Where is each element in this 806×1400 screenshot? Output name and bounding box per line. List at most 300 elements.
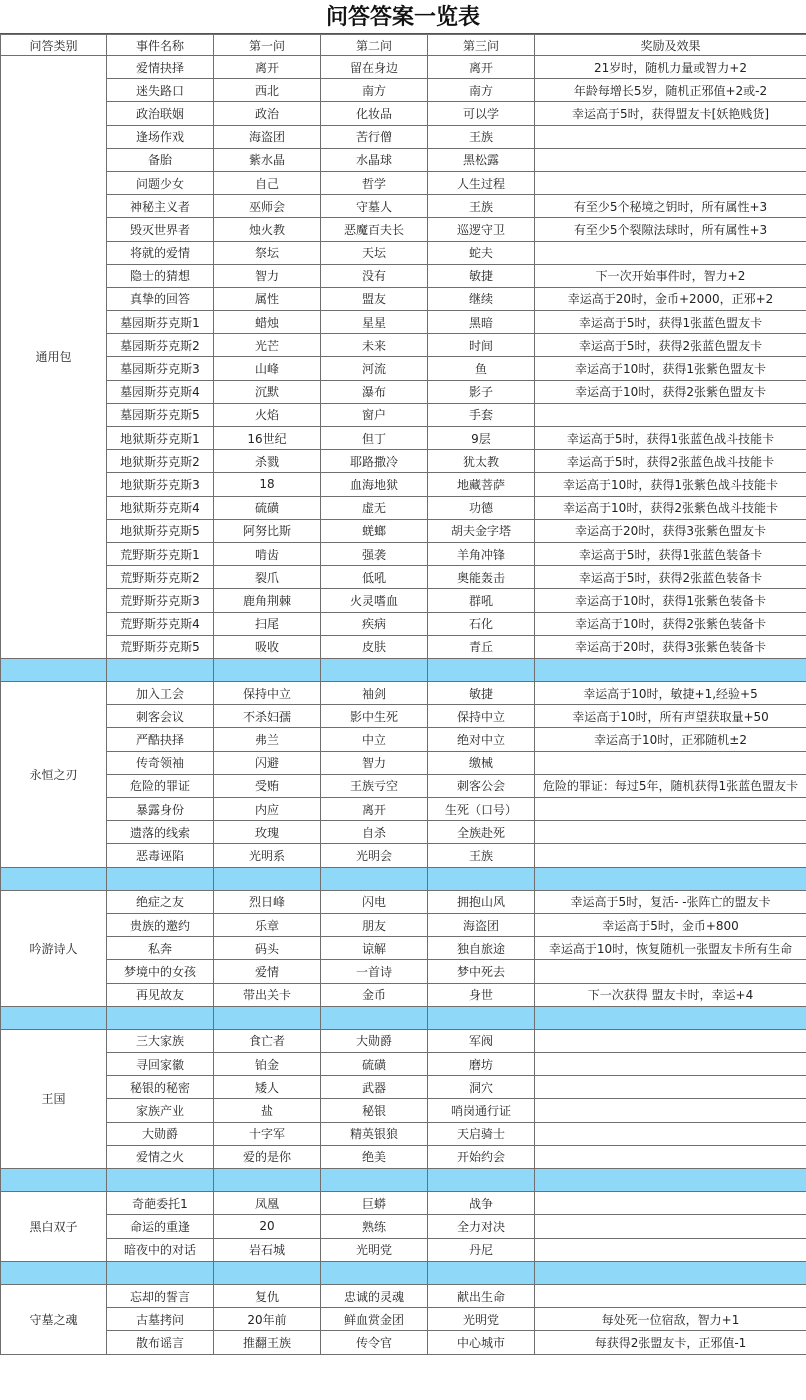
reward-cell: 幸运高于5时，获得盟友卡[妖艳贱货] [535, 102, 806, 125]
reward-cell: 幸运高于10时，获得1张紫色战斗技能卡 [535, 473, 806, 496]
group-separator-row [1, 1169, 806, 1192]
answer-1-cell: 啃齿 [214, 542, 321, 565]
separator-cell [321, 658, 428, 681]
reward-cell: 幸运高于20时，金币+2000，正邪+2 [535, 287, 806, 310]
table-row [1, 427, 806, 450]
event-name-cell: 私奔 [107, 937, 214, 960]
answer-1-cell: 火焰 [214, 403, 321, 426]
answer-3-cell: 地藏菩萨 [428, 473, 535, 496]
answer-1-cell: 不杀妇孺 [214, 705, 321, 728]
answer-2-cell: 但丁 [321, 427, 428, 450]
reward-cell: 幸运高于10时，获得1张紫色装备卡 [535, 589, 806, 612]
reward-cell: 每获得2张盟友卡，正邪值-1 [535, 1331, 806, 1354]
separator-cell [107, 1169, 214, 1192]
answer-1-cell: 鹿角荆棘 [214, 589, 321, 612]
event-name-cell: 贵族的邀约 [107, 913, 214, 936]
reward-cell: 幸运高于10时，正邪随机±2 [535, 728, 806, 751]
reward-cell [535, 1099, 806, 1122]
event-name-cell: 爱情抉择 [107, 56, 214, 79]
answer-1-cell: 光芒 [214, 334, 321, 357]
event-name-cell: 地狱斯芬克斯2 [107, 450, 214, 473]
table-row [1, 937, 806, 960]
answer-2-cell: 自杀 [321, 821, 428, 844]
table-row [1, 357, 806, 380]
table-row [1, 1099, 806, 1122]
answer-3-cell: 保持中立 [428, 705, 535, 728]
answer-3-cell: 海盗团 [428, 913, 535, 936]
reward-cell [535, 403, 806, 426]
separator-cell [1, 1261, 107, 1284]
table-row [1, 1122, 806, 1145]
separator-cell [535, 1169, 806, 1192]
answer-3-cell: 军阀 [428, 1029, 535, 1052]
reward-cell: 下一次获得 盟友卡时，幸运+4 [535, 983, 806, 1006]
answer-2-cell: 光明会 [321, 844, 428, 867]
answer-1-cell: 内应 [214, 798, 321, 821]
table-row [1, 1053, 806, 1076]
answer-3-cell: 王族 [428, 195, 535, 218]
event-name-cell: 迷失路口 [107, 79, 214, 102]
answer-1-cell: 推翻王族 [214, 1331, 321, 1354]
reward-cell: 幸运高于10时，恢复随机一张盟友卡所有生命 [535, 937, 806, 960]
event-name-cell: 地狱斯芬克斯4 [107, 496, 214, 519]
event-name-cell: 神秘主义者 [107, 195, 214, 218]
event-name-cell: 将就的爱情 [107, 241, 214, 264]
table-row [1, 79, 806, 102]
answer-2-cell: 光明党 [321, 1238, 428, 1261]
table-row [1, 682, 806, 705]
answer-2-cell: 南方 [321, 79, 428, 102]
event-name-cell: 奇葩委托1 [107, 1192, 214, 1215]
answer-1-cell: 爱的是你 [214, 1145, 321, 1168]
reward-cell [535, 1215, 806, 1238]
separator-cell [535, 658, 806, 681]
separator-cell [214, 867, 321, 890]
answer-3-cell: 全力对决 [428, 1215, 535, 1238]
answer-2-cell: 精英银狼 [321, 1122, 428, 1145]
answer-2-cell: 苦行僧 [321, 125, 428, 148]
table-row [1, 774, 806, 797]
answer-2-cell: 巨蟒 [321, 1192, 428, 1215]
event-name-cell: 暗夜中的对话 [107, 1238, 214, 1261]
answer-1-cell: 烈日峰 [214, 890, 321, 913]
column-header: 事件名称 [107, 35, 214, 56]
answer-3-cell: 蛇夫 [428, 241, 535, 264]
reward-cell [535, 1192, 806, 1215]
answer-1-cell: 食亡者 [214, 1029, 321, 1052]
column-header: 第一问 [214, 35, 321, 56]
event-name-cell: 寻回家徽 [107, 1053, 214, 1076]
answer-1-cell: 硫磺 [214, 496, 321, 519]
table-row [1, 798, 806, 821]
event-name-cell: 危险的罪证 [107, 774, 214, 797]
separator-cell [535, 867, 806, 890]
table-row [1, 566, 806, 589]
answer-3-cell: 丹尼 [428, 1238, 535, 1261]
reward-cell: 幸运高于5时，复活- -张阵亡的盟友卡 [535, 890, 806, 913]
table-row [1, 1029, 806, 1052]
event-name-cell: 地狱斯芬克斯1 [107, 427, 214, 450]
answer-1-cell: 复仇 [214, 1284, 321, 1307]
reward-cell [535, 241, 806, 264]
header-row [1, 35, 806, 56]
separator-cell [214, 1261, 321, 1284]
event-name-cell: 逢场作戏 [107, 125, 214, 148]
answer-1-cell: 烛火教 [214, 218, 321, 241]
answer-2-cell: 传令官 [321, 1331, 428, 1354]
group-separator-row [1, 658, 806, 681]
column-header: 问答类别 [1, 35, 107, 56]
table-row [1, 241, 806, 264]
reward-cell: 有至少5个秘境之钥时，所有属性+3 [535, 195, 806, 218]
separator-cell [107, 1006, 214, 1029]
category-cell: 王国 [1, 1029, 107, 1168]
reward-cell [535, 171, 806, 194]
table-row [1, 960, 806, 983]
event-name-cell: 散布谣言 [107, 1331, 214, 1354]
answer-2-cell: 虚无 [321, 496, 428, 519]
table-row [1, 519, 806, 542]
answer-1-cell: 属性 [214, 287, 321, 310]
separator-cell [321, 1261, 428, 1284]
table-row [1, 334, 806, 357]
table-row [1, 450, 806, 473]
event-name-cell: 秘银的秘密 [107, 1076, 214, 1099]
answer-2-cell: 离开 [321, 798, 428, 821]
answer-1-cell: 保持中立 [214, 682, 321, 705]
answer-1-cell: 爱情 [214, 960, 321, 983]
reward-cell: 幸运高于10时，获得2张紫色盟友卡 [535, 380, 806, 403]
answer-3-cell: 胡夫金字塔 [428, 519, 535, 542]
reward-cell: 21岁时，随机力量或智力+2 [535, 56, 806, 79]
reward-cell [535, 1122, 806, 1145]
answer-1-cell: 西北 [214, 79, 321, 102]
event-name-cell: 问题少女 [107, 171, 214, 194]
table-row [1, 913, 806, 936]
separator-cell [107, 658, 214, 681]
table-row [1, 1192, 806, 1215]
answer-2-cell: 蜣螂 [321, 519, 428, 542]
separator-cell [428, 1261, 535, 1284]
separator-cell [321, 1169, 428, 1192]
reward-cell: 危险的罪证：每过5年，随机获得1张蓝色盟友卡 [535, 774, 806, 797]
answer-3-cell: 敏捷 [428, 682, 535, 705]
answer-3-cell: 影子 [428, 380, 535, 403]
page-title: 问答答案一览表 [0, 0, 806, 34]
table-row [1, 542, 806, 565]
answer-1-cell: 铂金 [214, 1053, 321, 1076]
event-name-cell: 荒野斯芬克斯2 [107, 566, 214, 589]
answer-3-cell: 功德 [428, 496, 535, 519]
category-cell: 永恒之刃 [1, 682, 107, 868]
answer-1-cell: 紫水晶 [214, 148, 321, 171]
answer-2-cell: 强袭 [321, 542, 428, 565]
answer-3-cell: 开始约会 [428, 1145, 535, 1168]
table-row [1, 844, 806, 867]
answer-2-cell: 天坛 [321, 241, 428, 264]
reward-cell [535, 960, 806, 983]
event-name-cell: 大勋爵 [107, 1122, 214, 1145]
reward-cell [535, 148, 806, 171]
category-cell: 黑白双子 [1, 1192, 107, 1262]
answer-3-cell: 人生过程 [428, 171, 535, 194]
answer-2-cell: 影中生死 [321, 705, 428, 728]
table-row [1, 403, 806, 426]
table-row [1, 612, 806, 635]
category-cell: 通用包 [1, 56, 107, 659]
event-name-cell: 备胎 [107, 148, 214, 171]
table-row [1, 195, 806, 218]
answer-3-cell: 鱼 [428, 357, 535, 380]
table-row [1, 1076, 806, 1099]
reward-cell: 幸运高于5时，获得1张蓝色装备卡 [535, 542, 806, 565]
answer-1-cell: 蜡烛 [214, 311, 321, 334]
answer-2-cell: 绝美 [321, 1145, 428, 1168]
table-row [1, 311, 806, 334]
answer-3-cell: 全族赴死 [428, 821, 535, 844]
event-name-cell: 恶毒诬陷 [107, 844, 214, 867]
answer-2-cell: 鲜血赏金团 [321, 1308, 428, 1331]
answer-2-cell: 皮肤 [321, 635, 428, 658]
reward-cell: 幸运高于5时，获得2张蓝色盟友卡 [535, 334, 806, 357]
separator-cell [1, 658, 107, 681]
column-header: 第三问 [428, 35, 535, 56]
answer-1-cell: 祭坛 [214, 241, 321, 264]
reward-cell: 有至少5个裂隙法球时，所有属性+3 [535, 218, 806, 241]
table-row [1, 589, 806, 612]
answer-2-cell: 低吼 [321, 566, 428, 589]
answer-1-cell: 离开 [214, 56, 321, 79]
answer-2-cell: 大勋爵 [321, 1029, 428, 1052]
answer-3-cell: 巡逻守卫 [428, 218, 535, 241]
answer-2-cell: 熟练 [321, 1215, 428, 1238]
answer-2-cell: 没有 [321, 264, 428, 287]
answer-3-cell: 战争 [428, 1192, 535, 1215]
table-row [1, 705, 806, 728]
reward-cell [535, 821, 806, 844]
answer-2-cell: 朋友 [321, 913, 428, 936]
answer-2-cell: 哲学 [321, 171, 428, 194]
event-name-cell: 传奇领袖 [107, 751, 214, 774]
table-row [1, 1238, 806, 1261]
answer-3-cell: 犹太教 [428, 450, 535, 473]
answer-2-cell: 秘银 [321, 1099, 428, 1122]
answer-1-cell: 闪避 [214, 751, 321, 774]
answer-3-cell: 身世 [428, 983, 535, 1006]
answer-3-cell: 王族 [428, 125, 535, 148]
answer-3-cell: 哨岗通行证 [428, 1099, 535, 1122]
answer-3-cell: 黑松露 [428, 148, 535, 171]
answer-1-cell: 巫师会 [214, 195, 321, 218]
event-name-cell: 荒野斯芬克斯1 [107, 542, 214, 565]
table-row [1, 821, 806, 844]
answer-2-cell: 袖剑 [321, 682, 428, 705]
answer-3-cell: 继续 [428, 287, 535, 310]
answer-2-cell: 盟友 [321, 287, 428, 310]
answer-2-cell: 闪电 [321, 890, 428, 913]
reward-cell [535, 1145, 806, 1168]
answer-2-cell: 未来 [321, 334, 428, 357]
reward-cell [535, 1284, 806, 1307]
table-row [1, 287, 806, 310]
separator-cell [321, 1006, 428, 1029]
event-name-cell: 荒野斯芬克斯4 [107, 612, 214, 635]
answer-2-cell: 硫磺 [321, 1053, 428, 1076]
answer-1-cell: 乐章 [214, 913, 321, 936]
answer-2-cell: 智力 [321, 751, 428, 774]
event-name-cell: 刺客会议 [107, 705, 214, 728]
answer-1-cell: 扫尾 [214, 612, 321, 635]
answer-2-cell: 王族亏空 [321, 774, 428, 797]
answer-3-cell: 献出生命 [428, 1284, 535, 1307]
event-name-cell: 政治联姻 [107, 102, 214, 125]
answer-3-cell: 洞穴 [428, 1076, 535, 1099]
answer-3-cell: 生死（口号） [428, 798, 535, 821]
table-row [1, 1284, 806, 1307]
answer-3-cell: 刺客公会 [428, 774, 535, 797]
answer-2-cell: 留在身边 [321, 56, 428, 79]
reward-cell [535, 1076, 806, 1099]
answer-2-cell: 耶路撒冷 [321, 450, 428, 473]
reward-cell: 幸运高于5时，金币+800 [535, 913, 806, 936]
answer-2-cell: 恶魔百夫长 [321, 218, 428, 241]
reward-cell: 幸运高于5时，获得1张蓝色盟友卡 [535, 311, 806, 334]
separator-cell [1, 1169, 107, 1192]
answer-2-cell: 窗户 [321, 403, 428, 426]
answer-1-cell: 受贿 [214, 774, 321, 797]
table-row [1, 148, 806, 171]
separator-cell [214, 658, 321, 681]
answer-3-cell: 拥抱山风 [428, 890, 535, 913]
answer-2-cell: 瀑布 [321, 380, 428, 403]
answer-3-cell: 独自旅途 [428, 937, 535, 960]
answer-3-cell: 绝对中立 [428, 728, 535, 751]
table-row [1, 473, 806, 496]
table-row [1, 728, 806, 751]
table-row [1, 171, 806, 194]
answer-2-cell: 水晶球 [321, 148, 428, 171]
answer-2-cell: 忠诚的灵魂 [321, 1284, 428, 1307]
answer-1-cell: 智力 [214, 264, 321, 287]
event-name-cell: 毁灭世界者 [107, 218, 214, 241]
reward-cell: 幸运高于5时，获得2张蓝色装备卡 [535, 566, 806, 589]
event-name-cell: 古墓拷问 [107, 1308, 214, 1331]
answer-2-cell: 疾病 [321, 612, 428, 635]
answer-1-cell: 弗兰 [214, 728, 321, 751]
reward-cell: 幸运高于10时，所有声望获取量+50 [535, 705, 806, 728]
answer-1-cell: 沉默 [214, 380, 321, 403]
separator-cell [428, 1006, 535, 1029]
group-separator-row [1, 1261, 806, 1284]
reward-cell [535, 1238, 806, 1261]
answer-1-cell: 20年前 [214, 1308, 321, 1331]
event-name-cell: 三大家族 [107, 1029, 214, 1052]
reward-cell: 幸运高于20时，获得3张紫色盟友卡 [535, 519, 806, 542]
event-name-cell: 严酷抉择 [107, 728, 214, 751]
separator-cell [214, 1169, 321, 1192]
column-header: 奖励及效果 [535, 35, 806, 56]
reward-cell: 每处死一位宿敌，智力+1 [535, 1308, 806, 1331]
event-name-cell: 加入工会 [107, 682, 214, 705]
reward-cell: 下一次开始事件时，智力+2 [535, 264, 806, 287]
answer-3-cell: 梦中死去 [428, 960, 535, 983]
answer-3-cell: 王族 [428, 844, 535, 867]
event-name-cell: 遗落的线索 [107, 821, 214, 844]
answer-2-cell: 中立 [321, 728, 428, 751]
answer-3-cell: 黑暗 [428, 311, 535, 334]
answer-3-cell: 时间 [428, 334, 535, 357]
answer-3-cell: 可以学 [428, 102, 535, 125]
answer-3-cell: 奥能轰击 [428, 566, 535, 589]
table-row [1, 56, 806, 79]
answer-1-cell: 码头 [214, 937, 321, 960]
reward-cell [535, 125, 806, 148]
answer-1-cell: 杀戮 [214, 450, 321, 473]
table-row [1, 983, 806, 1006]
answer-2-cell: 武器 [321, 1076, 428, 1099]
answer-2-cell: 谅解 [321, 937, 428, 960]
event-name-cell: 荒野斯芬克斯3 [107, 589, 214, 612]
answer-3-cell: 中心城市 [428, 1331, 535, 1354]
answer-1-cell: 裂爪 [214, 566, 321, 589]
reward-cell [535, 751, 806, 774]
answer-1-cell: 凤凰 [214, 1192, 321, 1215]
reward-cell [535, 1029, 806, 1052]
table-row [1, 1308, 806, 1331]
separator-cell [535, 1261, 806, 1284]
reward-cell: 年龄每增长5岁，随机正邪值+2或-2 [535, 79, 806, 102]
reward-cell [535, 798, 806, 821]
category-cell: 守墓之魂 [1, 1284, 107, 1354]
separator-cell [107, 867, 214, 890]
answer-3-cell: 磨坊 [428, 1053, 535, 1076]
event-name-cell: 地狱斯芬克斯3 [107, 473, 214, 496]
reward-cell: 幸运高于5时，获得2张蓝色战斗技能卡 [535, 450, 806, 473]
category-cell: 吟游诗人 [1, 890, 107, 1006]
event-name-cell: 真挚的回答 [107, 287, 214, 310]
event-name-cell: 梦境中的女孩 [107, 960, 214, 983]
reward-cell: 幸运高于10时，敏捷+1,经验+5 [535, 682, 806, 705]
answer-1-cell: 盐 [214, 1099, 321, 1122]
table-row [1, 125, 806, 148]
answer-3-cell: 天启骑士 [428, 1122, 535, 1145]
table-row [1, 218, 806, 241]
answer-2-cell: 火灵嗜血 [321, 589, 428, 612]
answer-1-cell: 自己 [214, 171, 321, 194]
separator-cell [428, 867, 535, 890]
event-name-cell: 再见故友 [107, 983, 214, 1006]
event-name-cell: 暴露身份 [107, 798, 214, 821]
reward-cell: 幸运高于10时，获得2张紫色战斗技能卡 [535, 496, 806, 519]
answer-1-cell: 光明系 [214, 844, 321, 867]
event-name-cell: 隐士的猜想 [107, 264, 214, 287]
reward-cell: 幸运高于5时，获得1张蓝色战斗技能卡 [535, 427, 806, 450]
answer-3-cell: 青丘 [428, 635, 535, 658]
event-name-cell: 荒野斯芬克斯5 [107, 635, 214, 658]
event-name-cell: 墓园斯芬克斯4 [107, 380, 214, 403]
table-row [1, 1215, 806, 1238]
group-separator-row [1, 1006, 806, 1029]
event-name-cell: 绝症之友 [107, 890, 214, 913]
separator-cell [214, 1006, 321, 1029]
answer-2-cell: 一首诗 [321, 960, 428, 983]
event-name-cell: 墓园斯芬克斯2 [107, 334, 214, 357]
reward-cell: 幸运高于20时，获得3张紫色装备卡 [535, 635, 806, 658]
answer-3-cell: 离开 [428, 56, 535, 79]
answer-1-cell: 带出关卡 [214, 983, 321, 1006]
answer-table [0, 34, 806, 1355]
event-name-cell: 忘却的誓言 [107, 1284, 214, 1307]
